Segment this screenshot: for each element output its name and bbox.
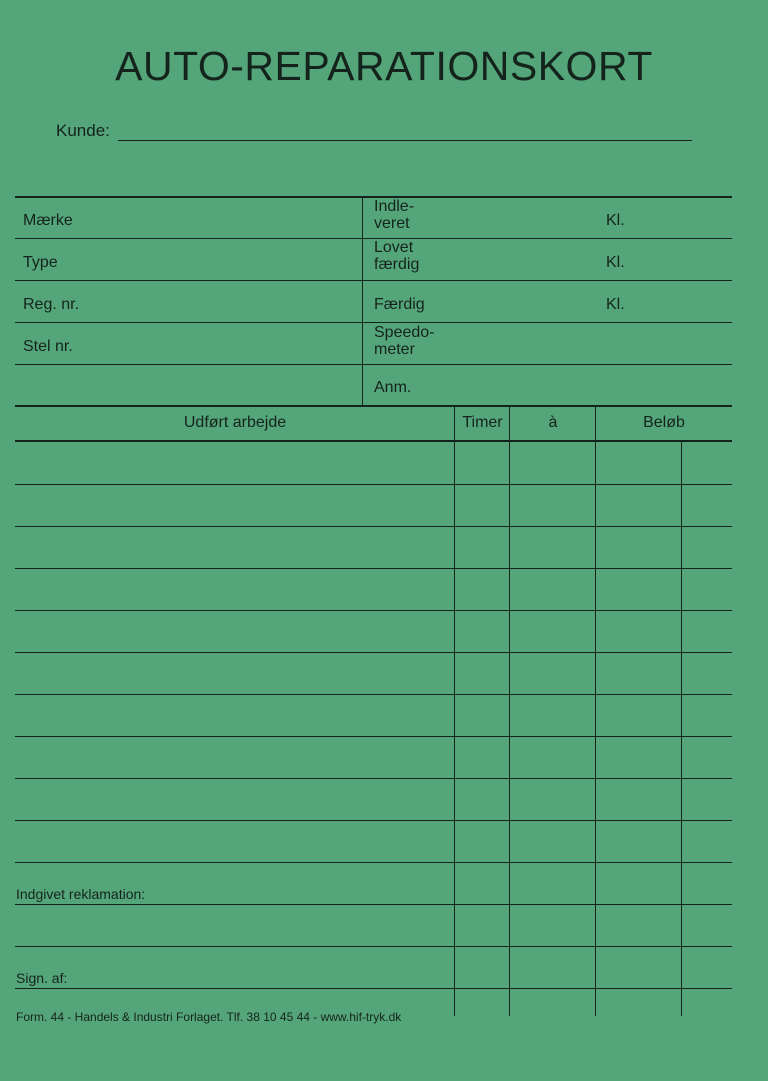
field-type: Type [23,254,58,271]
table-row[interactable] [15,862,732,863]
header-beloeb: Beløb [643,414,685,431]
page-title: AUTO-REPARATIONSKORT [115,43,653,89]
grid-bottom-rule [15,405,732,407]
field-reg-nr: Reg. nr. [23,296,80,313]
kl-faerdig: Kl. [606,296,625,313]
field-stel-nr: Stel nr. [23,338,73,355]
header-timer: Timer [462,414,503,431]
footer-text: Form. 44 - Handels & Industri Forlaget. Tlf. 38 10 45 44 - www.hif-tryk.dk [16,1010,402,1024]
column-divider-beloeb [595,406,596,1016]
field-speedometer-line2: meter [374,341,415,358]
column-divider-a [509,406,510,1016]
column-divider-oere [681,442,682,1016]
complaint-label: Indgivet reklamation: [16,886,146,902]
table-row[interactable] [15,736,732,737]
grid-column-divider [362,197,363,406]
field-anm: Anm. [374,379,412,396]
field-faerdig: Færdig [374,296,425,313]
table-row[interactable] [15,610,732,611]
signature-label: Sign. af: [16,970,68,986]
customer-label: Kunde: [56,121,110,140]
field-indleveret-line2: veret [374,215,410,232]
grid-row-divider [15,364,732,365]
table-row[interactable] [15,526,732,527]
table-row[interactable] [15,946,732,947]
field-lovet-faerdig [374,239,419,273]
header-a: à [548,414,558,431]
field-maerke: Mærke [23,212,73,229]
table-row[interactable] [15,694,732,695]
column-divider-timer [454,406,455,1016]
table-row[interactable] [15,904,732,905]
field-lovet-line1: Lovet [374,239,414,256]
field-lovet-line2: færdig [374,256,420,273]
header-udfoert-arbejde: Udført arbejde [183,414,287,431]
kl-indleveret: Kl. [606,212,625,229]
table-row[interactable] [15,988,732,989]
field-speedometer [374,324,435,358]
table-row[interactable] [15,778,732,779]
grid-row-divider [15,280,732,281]
header-bottom-rule [15,440,732,442]
table-row[interactable] [15,568,732,569]
table-row[interactable] [15,652,732,653]
table-row[interactable] [15,484,732,485]
field-speedometer-line1: Speedo- [374,324,435,341]
field-indleveret-line1: Indle- [374,198,415,215]
kl-lovet-faerdig: Kl. [606,254,625,271]
grid-row-divider [15,322,732,323]
field-indleveret [374,198,414,232]
customer-field[interactable] [118,140,692,141]
table-row[interactable] [15,820,732,821]
